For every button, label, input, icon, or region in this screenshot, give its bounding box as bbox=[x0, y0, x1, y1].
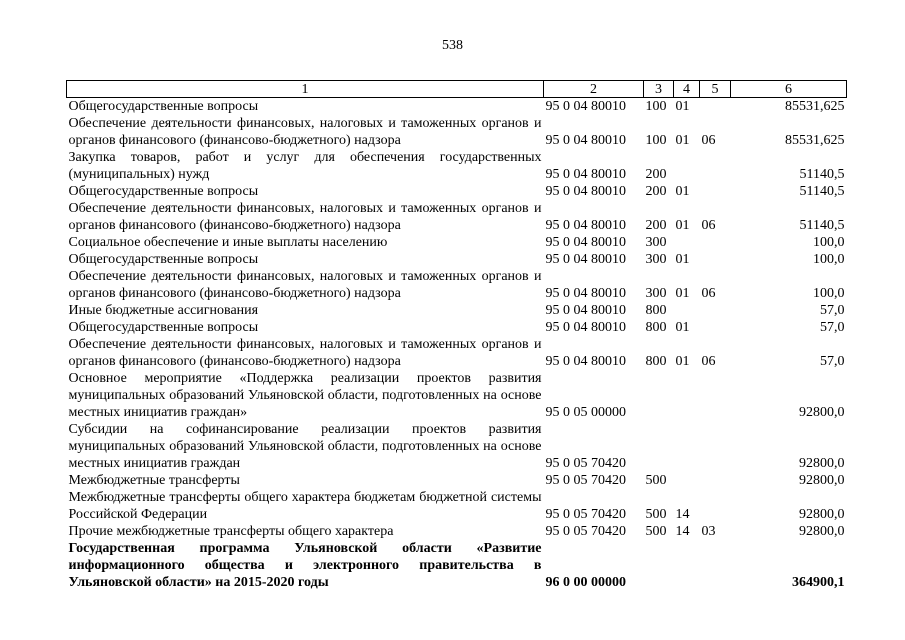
row-col-3: 800 bbox=[645, 320, 667, 335]
row-name: Прочие межбюджетные трансферты общего характера bbox=[68, 524, 394, 539]
row-col-5: 06 bbox=[701, 218, 716, 233]
row-code: 95 0 04 80010 bbox=[545, 167, 626, 182]
table-row bbox=[67, 489, 847, 523]
table-row bbox=[67, 268, 847, 302]
row-name: Государственная программа Ульяновской области «Развитие информационного общества и электронного правительства в Ульяновской области» на 2015-2020 годы bbox=[68, 541, 542, 590]
row-col-3: 100 bbox=[645, 99, 667, 114]
row-col-5 bbox=[700, 472, 731, 489]
row-col-3 bbox=[644, 421, 674, 472]
row-col-5 bbox=[700, 149, 731, 183]
row-name: Обеспечение деятельности финансовых, налоговых и таможенных органов и органов финансового (финансово-бюджетного) надзора bbox=[68, 337, 542, 369]
row-name: Закупка товаров, работ и услуг для обеспечения государственных (муниципальных) нужд bbox=[68, 150, 542, 182]
row-code: 95 0 04 80010 bbox=[545, 303, 626, 318]
header-col-6: 6 bbox=[731, 81, 847, 98]
row-amount: 85531,625 bbox=[785, 133, 845, 148]
row-col-5: 03 bbox=[701, 524, 716, 539]
row-col-3: 300 bbox=[645, 286, 667, 301]
row-name: Обеспечение деятельности финансовых, налоговых и таможенных органов и органов финансового (финансово-бюджетного) надзора bbox=[68, 201, 542, 233]
row-col-4 bbox=[674, 421, 700, 472]
row-col-4: 14 bbox=[675, 507, 690, 522]
budget-table bbox=[66, 80, 847, 591]
row-amount: 51140,5 bbox=[799, 218, 845, 233]
row-code: 95 0 04 80010 bbox=[545, 320, 626, 335]
table-row bbox=[67, 251, 847, 268]
header-row bbox=[67, 81, 847, 98]
row-col-5 bbox=[700, 489, 731, 523]
header-col-4: 4 bbox=[674, 81, 700, 98]
row-col-3: 200 bbox=[645, 184, 667, 199]
table-row bbox=[67, 319, 847, 336]
row-amount: 364900,1 bbox=[792, 575, 845, 590]
row-col-3: 200 bbox=[645, 218, 667, 233]
row-name: Общегосударственные вопросы bbox=[68, 99, 259, 114]
row-col-4: 01 bbox=[675, 184, 690, 199]
row-amount: 92800,0 bbox=[799, 473, 845, 488]
row-code: 95 0 04 80010 bbox=[545, 286, 626, 301]
table-row bbox=[67, 149, 847, 183]
row-col-5 bbox=[700, 370, 731, 421]
row-amount: 57,0 bbox=[820, 354, 845, 369]
row-col-4: 01 bbox=[675, 252, 690, 267]
table-row bbox=[67, 472, 847, 489]
row-col-5 bbox=[700, 98, 731, 116]
row-code: 95 0 04 80010 bbox=[545, 218, 626, 233]
table-row bbox=[67, 115, 847, 149]
row-name: Общегосударственные вопросы bbox=[68, 320, 259, 335]
row-code: 95 0 04 80010 bbox=[545, 133, 626, 148]
row-amount: 51140,5 bbox=[799, 184, 845, 199]
table-row bbox=[67, 98, 847, 116]
row-amount: 100,0 bbox=[813, 286, 845, 301]
row-col-4 bbox=[674, 234, 700, 251]
page-number: 538 bbox=[442, 38, 463, 53]
row-name: Основное мероприятие «Поддержка реализации проектов развития муниципальных образований Ульяновской области, подготовленных на основе местных инициатив граждан» bbox=[68, 371, 542, 420]
table-row bbox=[67, 336, 847, 370]
row-code: 95 0 04 80010 bbox=[545, 354, 626, 369]
row-col-5 bbox=[700, 540, 731, 591]
row-col-4: 01 bbox=[675, 320, 690, 335]
row-amount: 85531,625 bbox=[785, 99, 845, 114]
row-col-5: 06 bbox=[701, 286, 716, 301]
table-row bbox=[67, 540, 847, 591]
row-col-4 bbox=[674, 540, 700, 591]
row-col-4 bbox=[674, 370, 700, 421]
row-col-3: 500 bbox=[645, 507, 667, 522]
row-code: 95 0 04 80010 bbox=[545, 252, 626, 267]
row-col-4 bbox=[674, 302, 700, 319]
table-row bbox=[67, 370, 847, 421]
table-row bbox=[67, 302, 847, 319]
table-row bbox=[67, 183, 847, 200]
row-col-5: 06 bbox=[701, 354, 716, 369]
row-col-4 bbox=[674, 149, 700, 183]
row-col-4: 01 bbox=[675, 286, 690, 301]
row-code: 95 0 05 70420 bbox=[545, 507, 626, 522]
row-code: 96 0 00 00000 bbox=[545, 575, 626, 590]
row-amount: 100,0 bbox=[813, 252, 845, 267]
row-code: 95 0 05 70420 bbox=[545, 456, 626, 471]
row-code: 95 0 04 80010 bbox=[545, 99, 626, 114]
row-col-4: 01 bbox=[675, 218, 690, 233]
row-col-3: 100 bbox=[645, 133, 667, 148]
header-col-3: 3 bbox=[644, 81, 674, 98]
header-col-5: 5 bbox=[700, 81, 731, 98]
row-col-3: 800 bbox=[645, 354, 667, 369]
row-amount: 57,0 bbox=[820, 303, 845, 318]
row-code: 95 0 04 80010 bbox=[545, 235, 626, 250]
row-code: 95 0 05 00000 bbox=[545, 405, 626, 420]
row-name: Субсидии на софинансирование реализации проектов развития муниципальных образований Ульяновской области, подготовленных на основе местных инициатив граждан bbox=[68, 422, 542, 471]
row-amount: 92800,0 bbox=[799, 507, 845, 522]
row-col-5 bbox=[700, 234, 731, 251]
header-col-2: 2 bbox=[544, 81, 644, 98]
row-code: 95 0 05 70420 bbox=[545, 473, 626, 488]
row-col-5: 06 bbox=[701, 133, 716, 148]
row-code: 95 0 04 80010 bbox=[545, 184, 626, 199]
row-code: 95 0 05 70420 bbox=[545, 524, 626, 539]
row-name: Иные бюджетные ассигнования bbox=[68, 303, 259, 318]
row-name: Межбюджетные трансферты общего характера бюджетам бюджетной системы Российской Федерации bbox=[68, 490, 542, 522]
row-name: Общегосударственные вопросы bbox=[68, 252, 259, 267]
header-col-1: 1 bbox=[67, 81, 544, 98]
row-name: Социальное обеспечение и иные выплаты населению bbox=[68, 235, 388, 250]
row-col-5 bbox=[700, 183, 731, 200]
row-col-4 bbox=[674, 472, 700, 489]
row-col-3: 300 bbox=[645, 235, 667, 250]
row-col-3 bbox=[644, 540, 674, 591]
table-row bbox=[67, 234, 847, 251]
row-col-3: 800 bbox=[645, 303, 667, 318]
table-row bbox=[67, 523, 847, 540]
row-col-5 bbox=[700, 302, 731, 319]
row-col-3: 200 bbox=[645, 167, 667, 182]
row-col-4: 01 bbox=[675, 99, 690, 114]
row-amount: 92800,0 bbox=[799, 456, 845, 471]
table-row bbox=[67, 421, 847, 472]
row-col-3: 500 bbox=[645, 524, 667, 539]
row-col-4: 01 bbox=[675, 133, 690, 148]
row-name: Обеспечение деятельности финансовых, налоговых и таможенных органов и органов финансового (финансово-бюджетного) надзора bbox=[68, 269, 542, 301]
row-amount: 100,0 bbox=[813, 235, 845, 250]
row-amount: 92800,0 bbox=[799, 405, 845, 420]
row-col-5 bbox=[700, 319, 731, 336]
table-row bbox=[67, 200, 847, 234]
row-col-5 bbox=[700, 421, 731, 472]
row-col-3 bbox=[644, 370, 674, 421]
row-name: Обеспечение деятельности финансовых, налоговых и таможенных органов и органов финансового (финансово-бюджетного) надзора bbox=[68, 116, 542, 148]
row-name: Межбюджетные трансферты bbox=[68, 473, 240, 488]
row-amount: 51140,5 bbox=[799, 167, 845, 182]
row-name: Общегосударственные вопросы bbox=[68, 184, 259, 199]
row-col-4: 14 bbox=[675, 524, 690, 539]
row-amount: 57,0 bbox=[820, 320, 845, 335]
row-col-5 bbox=[700, 251, 731, 268]
table-body bbox=[67, 98, 847, 592]
row-col-4: 01 bbox=[675, 354, 690, 369]
row-col-3: 500 bbox=[645, 473, 667, 488]
row-amount: 92800,0 bbox=[799, 524, 845, 539]
row-col-3: 300 bbox=[645, 252, 667, 267]
